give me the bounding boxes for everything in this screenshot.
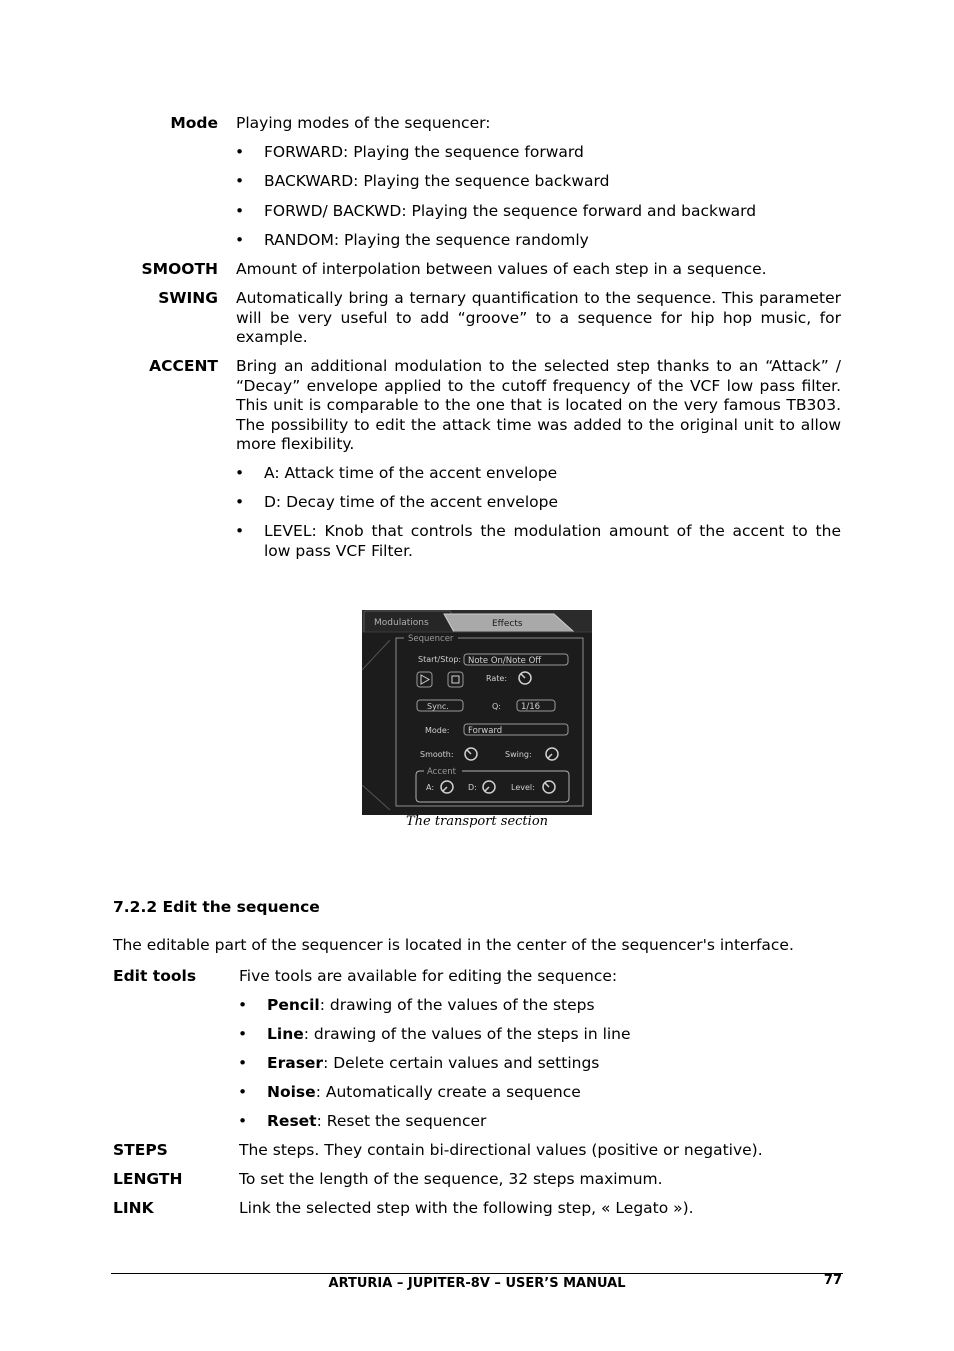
tool-reset — [267, 1112, 841, 1132]
mode-bullet-backward: • BACKWARD: Playing the sequence backward — [264, 172, 841, 192]
tool-pencil-name: Pencil — [267, 996, 320, 1014]
tool-noise-text: : Automatically create a sequence — [315, 1083, 581, 1101]
accent-desc: Bring an additional modulation to the selected step thanks to an “Attack” / “Decay” envelope applied to the cutoff frequency of the VCF low pass filter. This unit is comparable to the one that is located on the very famous TB303. The possibility to edit the attack time was added to the original unit to allow more flexibility. — [236, 357, 841, 453]
mode-value: Forward — [468, 726, 503, 736]
tool-noise-name: Noise — [267, 1083, 316, 1101]
accent-bullet-level: • LEVEL: Knob that controls the modulation amount of the accent to the low pass VCF Filter. — [264, 522, 841, 561]
tool-reset-name: Reset — [267, 1112, 317, 1130]
accent-bullet-a: • A: Attack time of the accent envelope — [264, 464, 841, 484]
tool-line-name: Line — [267, 1025, 304, 1043]
tool-eraser-text: : Delete certain values and settings — [323, 1054, 600, 1072]
q-value: 1/16 — [521, 702, 541, 712]
startstop-value: Note On/Note Off — [468, 656, 542, 666]
edit-tools-term: Edit tools — [113, 967, 197, 985]
mode-label: Mode: — [425, 726, 450, 735]
smooth-desc: Amount of interpolation between values of each step in a sequence. — [236, 260, 767, 278]
tool-line-text: : drawing of the values of the steps in line — [303, 1025, 631, 1043]
a-label: A: — [426, 783, 435, 792]
footer-divider — [111, 1273, 843, 1274]
length-term: LENGTH — [113, 1170, 183, 1188]
accent-term: ACCENT — [149, 357, 218, 375]
smooth-term: SMOOTH — [141, 260, 218, 278]
d-label: D: — [468, 783, 477, 792]
swing-term: SWING — [158, 289, 218, 307]
rate-label: Rate: — [486, 674, 508, 683]
figure-caption: The transport section — [405, 814, 549, 829]
mode-bullet-forwd-backwd: • FORWD/ BACKWD: Playing the sequence forward and backward — [264, 202, 841, 222]
sync-label: Sync. — [427, 702, 449, 711]
tool-pencil — [267, 996, 841, 1016]
swing-desc: Automatically bring a ternary quantification to the sequence. This parameter will be very useful to add “groove” to a sequence for hip hop music, for example. — [236, 289, 841, 346]
length-desc: To set the length of the sequence, 32 steps maximum. — [239, 1170, 663, 1188]
smooth-label: Smooth: — [420, 750, 454, 759]
link-term: LINK — [113, 1199, 154, 1217]
footer-title: ARTURIA – JUPITER-8V – USER’S MANUAL — [328, 1276, 626, 1291]
tool-reset-text: : Reset the sequencer — [316, 1112, 487, 1130]
tool-eraser — [267, 1054, 841, 1074]
accent-bullet-d: • D: Decay time of the accent envelope — [264, 493, 841, 513]
tab-modulations: Modulations — [374, 618, 429, 628]
transport-section-screenshot — [362, 610, 592, 815]
section-heading: 7.2.2 Edit the sequence — [113, 898, 320, 916]
group-sequencer-label: Sequencer — [408, 634, 454, 644]
tab-effects: Effects — [492, 619, 523, 629]
mode-desc: Playing modes of the sequencer: — [236, 114, 491, 132]
link-desc: Link the selected step with the following step, « Legato »). — [239, 1199, 694, 1217]
tool-eraser-name: Eraser — [267, 1054, 324, 1072]
level-label: Level: — [511, 783, 535, 792]
tool-noise — [267, 1083, 841, 1103]
tool-pencil-text: : drawing of the values of the steps — [319, 996, 595, 1014]
startstop-label: Start/Stop: — [418, 655, 462, 664]
steps-desc: The steps. They contain bi-directional values (positive or negative). — [239, 1141, 763, 1159]
page-number: 77 — [823, 1273, 842, 1288]
mode-bullet-forward: • FORWARD: Playing the sequence forward — [264, 143, 841, 163]
section-intro: The editable part of the sequencer is located in the center of the sequencer's interface. — [113, 936, 794, 954]
edit-tools-desc: Five tools are available for editing the sequence: — [239, 967, 618, 985]
swing-label: Swing: — [505, 750, 532, 759]
q-label: Q: — [492, 702, 501, 711]
tool-line — [267, 1025, 841, 1045]
steps-term: STEPS — [113, 1141, 168, 1159]
mode-term: Mode — [170, 114, 218, 132]
accent-group-label: Accent — [427, 767, 456, 777]
mode-bullet-random: • RANDOM: Playing the sequence randomly — [264, 231, 841, 251]
